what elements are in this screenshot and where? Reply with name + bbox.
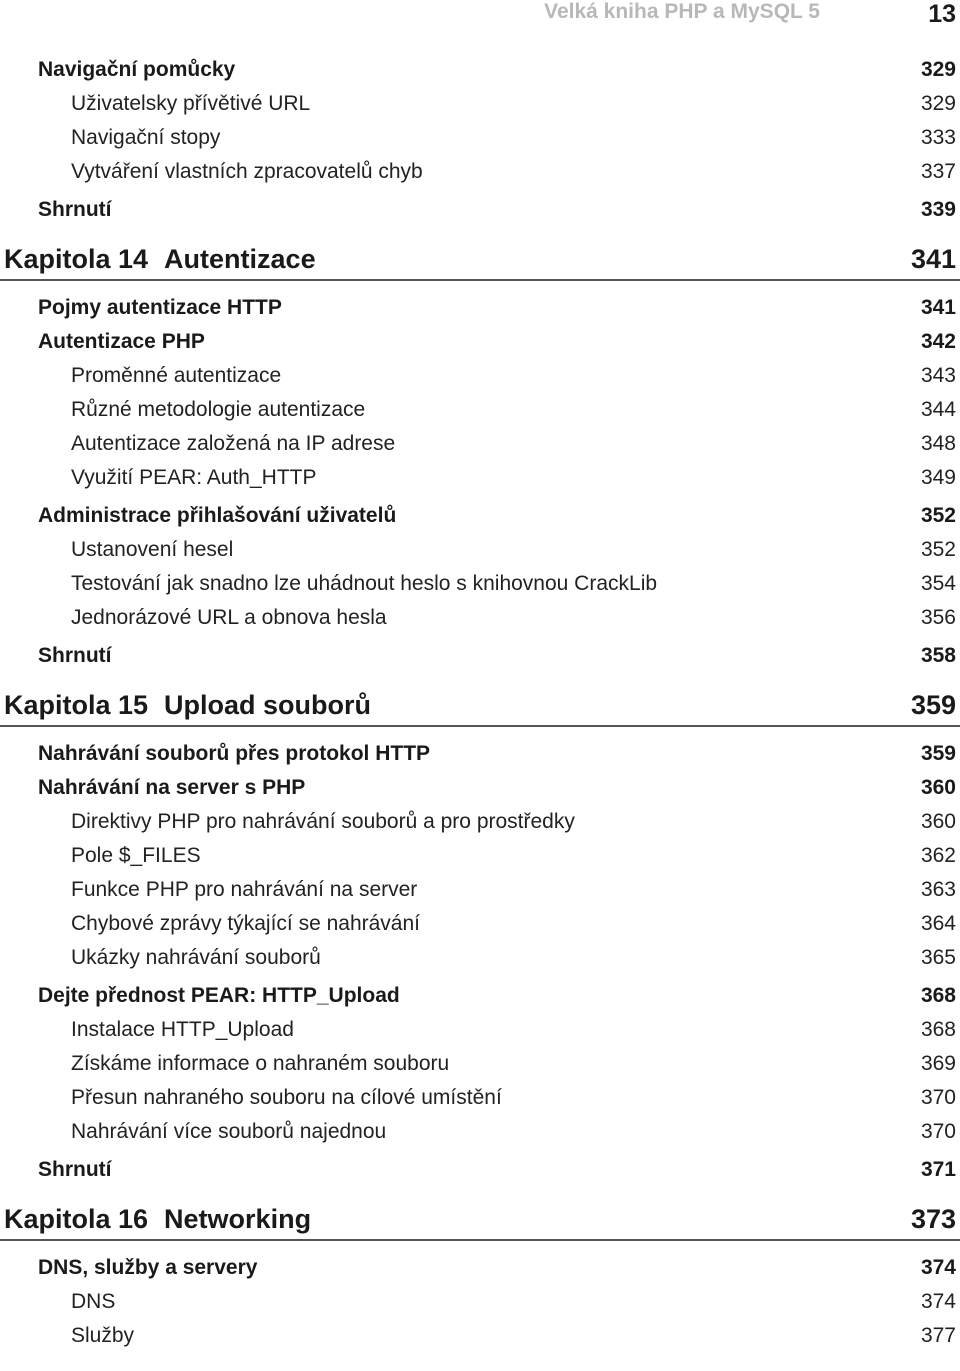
toc-subsection-row [0,844,960,868]
toc-subsection-row [0,1324,960,1348]
toc-page-number: 371 [920,1158,956,1181]
toc-page-number: 354 [920,572,956,595]
page-header [0,0,960,40]
toc-subsection-row [0,364,960,388]
toc-entry-title: Pojmy autentizace HTTP [38,296,282,319]
toc-page-number: 360 [920,776,956,799]
toc-entry-title: DNS [71,1290,116,1313]
chapter-title: Autentizace [164,244,316,274]
toc-entry-title: Shrnutí [38,644,112,667]
toc-page-number: 358 [920,644,956,667]
toc-page-number: 352 [920,538,956,561]
toc-page-number: 333 [920,126,956,149]
toc-page-number: 359 [910,690,956,720]
toc-entry-title: Proměnné autentizace [71,364,282,387]
toc-chapter-row [0,690,960,727]
toc-entry-title: Ustanovení hesel [71,538,234,561]
toc-page-number: 329 [920,92,956,115]
toc-page-number: 356 [920,606,956,629]
toc-subsection-row [0,92,960,116]
toc-page-number: 374 [920,1256,956,1279]
toc-subsection-row [0,1290,960,1314]
chapter-title: Upload souborů [164,690,372,720]
page-number: 13 [928,0,956,28]
toc-entry-title: Využití PEAR: Auth_HTTP [71,466,317,489]
toc-entry-title [4,1204,311,1235]
toc-entry-title: Pole $_FILES [71,844,201,867]
toc-entry-title [4,244,316,275]
toc-page-number: 374 [920,1290,956,1313]
toc-page-number: 352 [920,504,956,527]
toc-page-number: 341 [920,296,956,319]
book-title: Velká kniha PHP a MySQL 5 [544,0,820,23]
toc-page-number: 337 [920,160,956,183]
toc-entry-title: Ukázky nahrávání souborů [71,946,321,969]
chapter-label: Kapitola 14 [4,244,149,274]
chapter-label: Kapitola 15 [4,690,149,720]
toc-page-number: 360 [920,810,956,833]
toc-page-number: 364 [920,912,956,935]
toc-entry-title: Funkce PHP pro nahrávání na server [71,878,418,901]
toc-entry-title: Shrnutí [38,198,112,221]
toc-subsection-row [0,538,960,562]
toc-entry-title: Nahrávání souborů přes protokol HTTP [38,742,431,765]
toc-entry-title: Vytváření vlastních zpracovatelů chyb [71,160,423,183]
toc-page-number: 363 [920,878,956,901]
toc-entry-title: Dejte přednost PEAR: HTTP_Upload [38,984,400,1007]
toc-subsection-row [0,432,960,456]
toc-subsection-row [0,1086,960,1110]
toc-page-number: 370 [920,1086,956,1109]
toc-section-row [0,330,960,354]
toc-subsection-row [0,160,960,184]
toc-subsection-row [0,1052,960,1076]
toc-entry-title: Získáme informace o nahraném souboru [71,1052,450,1075]
toc-section-row [0,742,960,766]
toc-entry-title: Instalace HTTP_Upload [71,1018,294,1041]
toc-subsection-row [0,126,960,150]
toc-page-number: 369 [920,1052,956,1075]
toc-section-row [0,504,960,528]
toc-entry-title: Autentizace PHP [38,330,205,353]
toc-subsection-row [0,398,960,422]
toc-entry-title: DNS, služby a servery [38,1256,258,1279]
toc-section-row [0,776,960,800]
toc-entry-title: Jednorázové URL a obnova hesla [71,606,387,629]
toc-entry-title: Direktivy PHP pro nahrávání souborů a pro prostředky [71,810,575,833]
toc-entry-title: Uživatelsky přívětivé URL [71,92,311,115]
toc-entry-title: Testování jak snadno lze uhádnout heslo s knihovnou CrackLib [71,572,658,595]
toc-page-number: 359 [920,742,956,765]
toc-entry-title [4,690,371,721]
toc-subsection-row [0,912,960,936]
toc-entry-title: Navigační pomůcky [38,58,236,81]
toc-page-number: 348 [920,432,956,455]
toc-page-number: 373 [910,1204,956,1234]
toc-chapter-row [0,244,960,281]
toc-section-row [0,296,960,320]
toc-subsection-row [0,572,960,596]
toc-subsection-row [0,878,960,902]
toc-entry-title: Nahrávání na server s PHP [38,776,306,799]
toc-page-number: 368 [920,984,956,1007]
toc-subsection-row [0,1120,960,1144]
toc-page-number: 362 [920,844,956,867]
toc-page-number: 368 [920,1018,956,1041]
toc-chapter-row [0,1204,960,1241]
toc-entry-title: Nahrávání více souborů najednou [71,1120,387,1143]
toc-section-row [0,1256,960,1280]
toc-entry-title: Administrace přihlašování uživatelů [38,504,397,527]
toc-subsection-row [0,606,960,630]
toc-page-number: 339 [920,198,956,221]
toc-section-row [0,1158,960,1182]
toc-page-number: 377 [920,1324,956,1347]
toc-section-row [0,644,960,668]
toc-subsection-row [0,1018,960,1042]
toc-entry-title: Autentizace založená na IP adrese [71,432,396,455]
toc-entry-title: Chybové zprávy týkající se nahrávání [71,912,421,935]
toc-entry-title: Přesun nahraného souboru na cílové umístění [71,1086,502,1109]
toc-subsection-row [0,466,960,490]
toc-entry-title: Různé metodologie autentizace [71,398,366,421]
toc-page-number: 342 [920,330,956,353]
toc-subsection-row [0,946,960,970]
toc-entry-title: Navigační stopy [71,126,221,149]
toc-section-row [0,58,960,82]
toc-page-number: 344 [920,398,956,421]
toc-page-number: 329 [920,58,956,81]
toc-page-number: 370 [920,1120,956,1143]
toc-entry-title: Služby [71,1324,135,1347]
chapter-title: Networking [164,1204,312,1234]
toc-page-number: 349 [920,466,956,489]
toc-page-number: 365 [920,946,956,969]
toc-page-number: 343 [920,364,956,387]
toc-section-row [0,984,960,1008]
chapter-label: Kapitola 16 [4,1204,149,1234]
toc-subsection-row [0,810,960,834]
toc-entry-title: Shrnutí [38,1158,112,1181]
toc-section-row [0,198,960,222]
toc-page-number: 341 [910,244,956,274]
